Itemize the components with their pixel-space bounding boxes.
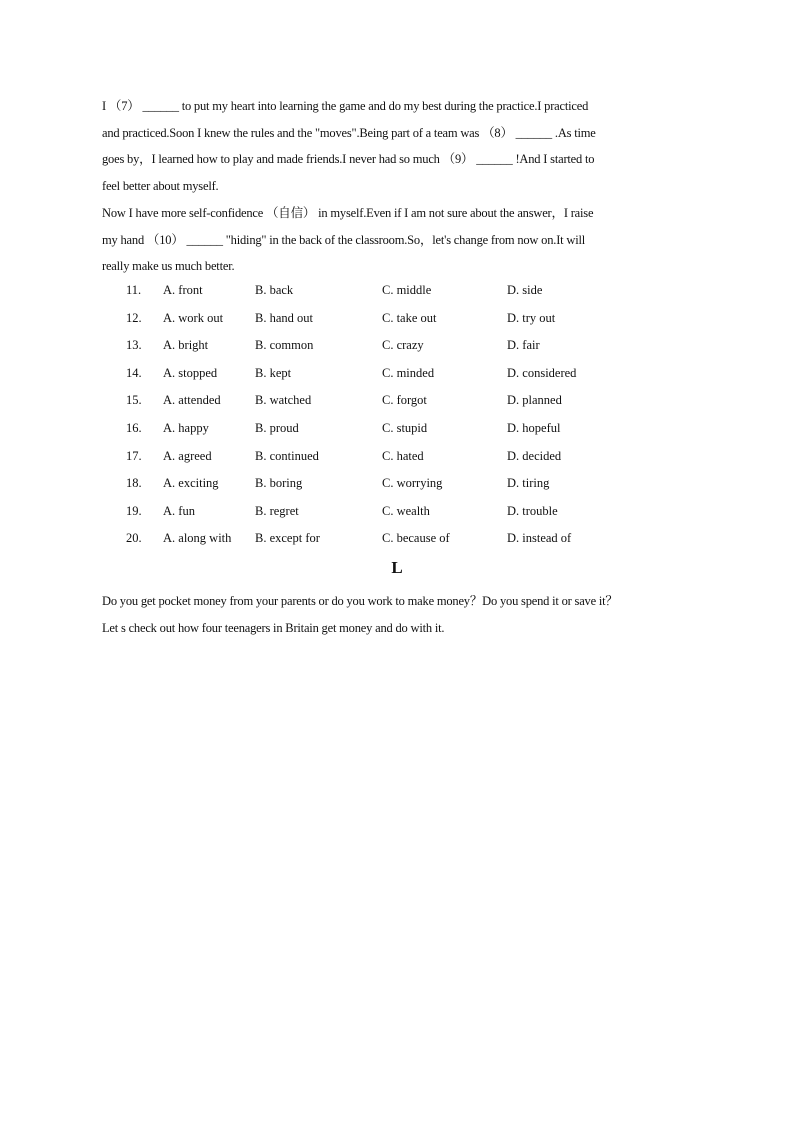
option-d: D. trouble: [507, 503, 558, 518]
passage-line: Let s check out how four teenagers in Britain get money and do with it.: [102, 620, 445, 635]
option-b: B. regret: [255, 503, 299, 518]
option-b: B. common: [255, 338, 314, 353]
option-c: C. wealth: [382, 503, 430, 518]
passage-line: goes by，I learned how to play and made friends.I never had so much （9） ______ !And I started to: [102, 152, 595, 167]
option-b: B. watched: [255, 393, 312, 408]
option-c: C. take out: [382, 310, 437, 325]
option-b: B. proud: [255, 420, 299, 435]
question-number: 11.: [126, 283, 142, 297]
passage-line: I （7） ______ to put my heart into learning the game and do my best during the practice.I practiced: [102, 99, 589, 113]
question-row: [102, 526, 702, 554]
option-a: A. agreed: [163, 448, 212, 463]
question-number: 16.: [126, 420, 142, 435]
option-d: D. fair: [507, 338, 540, 353]
option-a: A. bright: [163, 338, 209, 353]
answer-options: [102, 278, 702, 554]
option-b: B. kept: [255, 365, 292, 380]
option-d: D. side: [507, 283, 543, 297]
option-d: D. instead of: [507, 531, 572, 546]
reading-passage-intro: [102, 588, 712, 641]
question-number: 20.: [126, 531, 142, 546]
option-a: A. happy: [163, 420, 209, 435]
passage-line: Do you get pocket money from your parents or do you work to make money？Do you spend it or save it？: [102, 594, 618, 608]
question-row: [102, 416, 702, 444]
option-d: D. try out: [507, 310, 556, 325]
option-b: B. hand out: [255, 310, 313, 325]
option-b: B. continued: [255, 448, 319, 463]
passage-line: feel better about myself.: [102, 179, 219, 194]
question-number: 19.: [126, 503, 142, 518]
question-row: [102, 499, 702, 527]
question-row: [102, 444, 702, 472]
option-b: B. boring: [255, 476, 303, 491]
passage-line: and practiced.Soon I knew the rules and the "moves".Being part of a team was （8） ______ .As time: [102, 125, 596, 140]
passage-line: really make us much better.: [102, 259, 235, 274]
option-a: A. front: [163, 283, 203, 297]
option-c: C. hated: [382, 448, 424, 463]
question-row: [102, 333, 702, 361]
option-b: B. except for: [255, 531, 320, 546]
option-c: C. because of: [382, 531, 450, 546]
question-number: 15.: [126, 393, 142, 408]
option-c: C. minded: [382, 365, 435, 380]
option-c: C. forgot: [382, 393, 427, 408]
cloze-passage: [102, 93, 702, 280]
question-number: 17.: [126, 448, 142, 463]
option-d: D. tiring: [507, 476, 550, 491]
option-b: B. back: [255, 283, 294, 297]
option-a: A. attended: [163, 393, 221, 408]
option-c: C. stupid: [382, 420, 428, 435]
option-c: C. crazy: [382, 338, 424, 353]
question-row: [102, 306, 702, 334]
question-number: 13.: [126, 338, 142, 353]
passage-line: Now I have more self-confidence （自信） in myself.Even if I am not sure about the answer，I raise: [102, 205, 594, 220]
passage-line: my hand （10） ______ "hiding" in the back of the classroom.So，let's change from now on.It will: [102, 232, 586, 247]
option-a: A. exciting: [163, 476, 219, 491]
option-a: A. stopped: [163, 365, 218, 380]
question-number: 18.: [126, 476, 142, 491]
option-d: D. considered: [507, 365, 577, 380]
option-a: A. work out: [163, 310, 224, 325]
option-c: C. middle: [382, 283, 432, 297]
option-d: D. hopeful: [507, 420, 561, 435]
option-a: A. along with: [163, 531, 232, 546]
question-row: [102, 278, 702, 306]
question-row: [102, 361, 702, 389]
section-heading: L: [391, 558, 403, 577]
question-row: [102, 388, 702, 416]
option-d: D. decided: [507, 448, 562, 463]
question-number: 14.: [126, 365, 142, 380]
option-d: D. planned: [507, 393, 562, 408]
question-row: [102, 471, 702, 499]
question-number: 12.: [126, 310, 142, 325]
option-c: C. worrying: [382, 476, 443, 491]
option-a: A. fun: [163, 503, 195, 518]
